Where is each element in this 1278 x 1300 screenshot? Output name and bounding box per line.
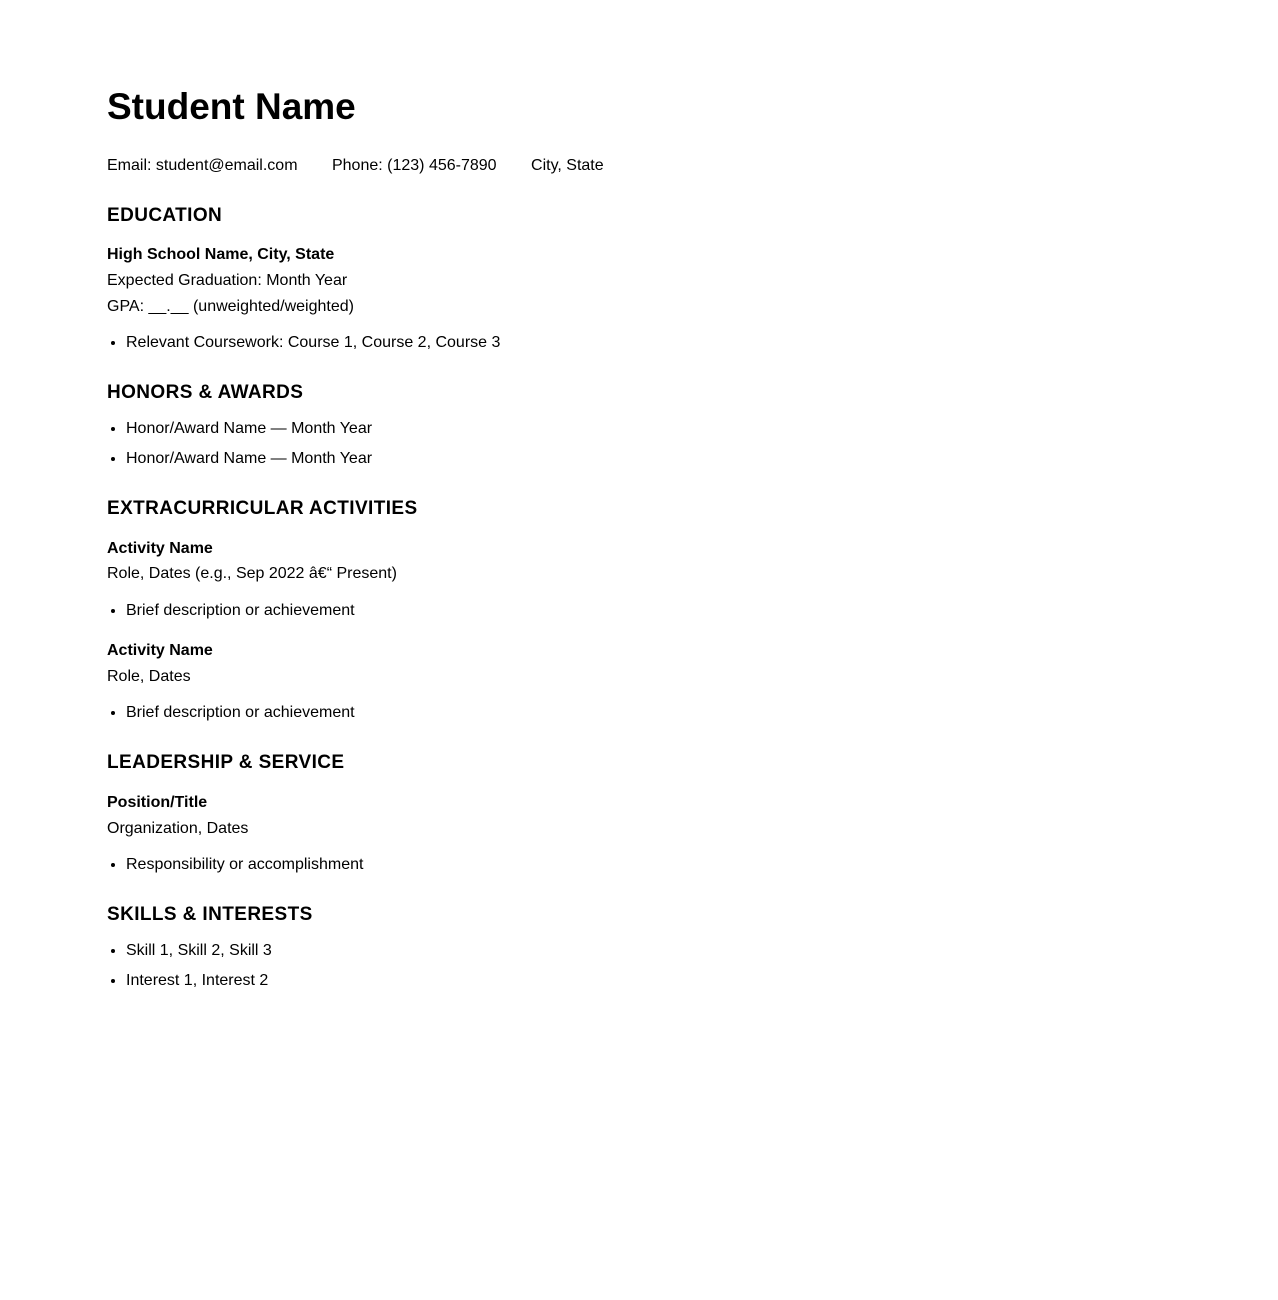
list-item: • Relevant Coursework: Course 1, Course 2, Course 3 [126,331,1171,355]
activity-bullet-list [107,701,1171,725]
organization-line: Organization, Dates [107,819,249,837]
leadership-heading: LEADERSHIP & SERVICE [107,752,345,774]
activity-name: Activity Name [107,539,213,557]
education-heading: EDUCATION [107,204,223,226]
list-item: • Responsibility or accomplishment [126,853,1171,877]
activity-entry [107,536,1171,587]
contact-location: City, State [531,156,604,174]
activity-role: Role, Dates (e.g., Sep 2022 â€“ Present) [107,565,397,583]
extracurricular-heading: EXTRACURRICULAR ACTIVITIES [107,498,418,520]
leadership-bullet-list [107,853,1171,877]
section-extracurricular [107,498,1171,725]
activity-role: Role, Dates [107,667,191,685]
activity-entry [107,638,1171,689]
section-leadership [107,752,1171,877]
list-item: • Honor/Award Name — Month Year [126,447,1171,471]
section-skills [107,904,1171,993]
contact-line [107,154,1171,178]
list-item: • Skill 1, Skill 2, Skill 3 [126,939,1171,963]
honors-bullet-list [107,417,1171,471]
skills-bullet-list [107,939,1171,993]
list-item: • Honor/Award Name — Month Year [126,417,1171,441]
list-item: • Brief description or achievement [126,599,1171,623]
activity-bullet-list [107,599,1171,623]
skills-heading: SKILLS & INTERESTS [107,904,313,926]
contact-phone: Phone: (123) 456-7890 [331,156,497,174]
contact-email: Email: student@email.com [107,156,298,174]
list-item: • Interest 1, Interest 2 [126,969,1171,993]
list-item: • Brief description or achievement [126,701,1171,725]
school-name: High School Name, City, State [107,246,335,264]
gpa-line: GPA: __.__ (unweighted/weighted) [107,297,354,315]
activity-name: Activity Name [107,642,213,660]
education-details [107,242,1171,319]
honors-heading: HONORS & AWARDS [107,382,304,404]
education-bullet-list [107,331,1171,355]
section-education [107,205,1171,356]
leadership-entry [107,790,1171,841]
section-honors [107,382,1171,471]
position-title: Position/Title [107,794,208,812]
graduation-line: Expected Graduation: Month Year [107,272,348,290]
student-name-title: Student Name [107,86,356,127]
